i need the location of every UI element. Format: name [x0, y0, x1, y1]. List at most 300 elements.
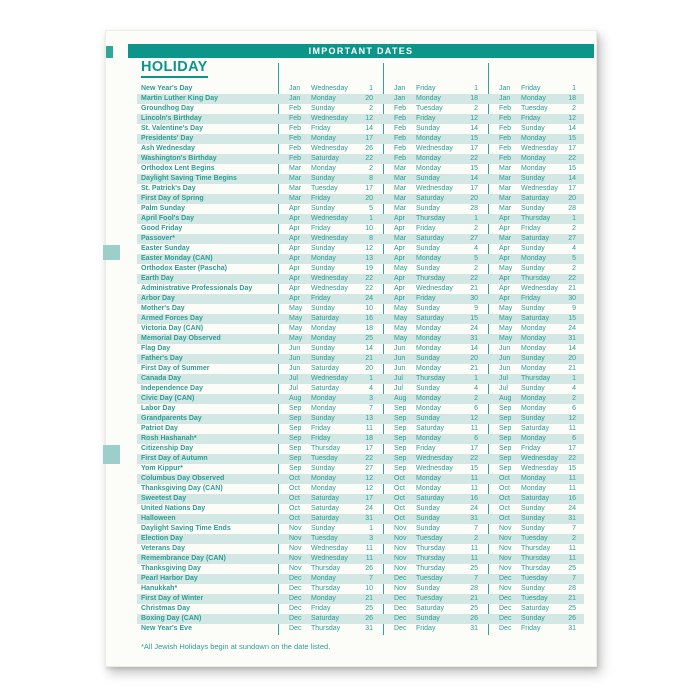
month-label: Sep [289, 425, 302, 432]
day-number: 16 [365, 315, 373, 322]
weekday-label: Thursday [521, 555, 551, 562]
date-cell-year1 [278, 374, 383, 384]
holiday-name: Groundhog Day [141, 105, 194, 112]
month-label: Apr [499, 225, 510, 232]
weekday-label: Friday [416, 295, 436, 302]
month-label: Jul [394, 385, 403, 392]
table-row [137, 204, 584, 214]
weekday-label: Monday [521, 155, 546, 162]
month-label: Dec [499, 575, 512, 582]
planner-page [105, 30, 597, 667]
month-label: Apr [289, 205, 300, 212]
date-cell-year3 [488, 624, 584, 634]
month-label: Dec [499, 605, 512, 612]
day-number: 25 [470, 565, 478, 572]
holiday-name: Flag Day [141, 345, 171, 352]
month-label: Mar [394, 195, 407, 202]
month-label: Mar [499, 195, 512, 202]
month-label: Mar [289, 165, 302, 172]
date-cell-year1 [278, 134, 383, 144]
day-number: 9 [572, 305, 576, 312]
date-cell-year2 [383, 114, 488, 124]
weekday-label: Thursday [521, 375, 551, 382]
day-number: 26 [568, 615, 576, 622]
weekday-label: Sunday [521, 385, 545, 392]
date-cell-year2 [383, 94, 488, 104]
date-cell-year3 [488, 544, 584, 554]
day-number: 11 [568, 545, 576, 552]
weekday-label: Friday [311, 295, 331, 302]
day-number: 17 [365, 135, 373, 142]
weekday-label: Monday [416, 165, 441, 172]
weekday-label: Wednesday [521, 145, 558, 152]
month-label: Jul [499, 375, 508, 382]
day-number: 2 [572, 225, 576, 232]
month-label: May [394, 335, 408, 342]
month-label: Mar [499, 205, 512, 212]
month-label: Jan [394, 95, 406, 102]
month-label: Feb [394, 125, 407, 132]
weekday-label: Thursday [311, 625, 341, 632]
holiday-name: Easter Sunday [141, 245, 190, 252]
day-number: 1 [474, 85, 478, 92]
table-row [137, 164, 584, 174]
holiday-name: Labor Day [141, 405, 176, 412]
day-number: 21 [470, 365, 478, 372]
weekday-label: Sunday [521, 585, 545, 592]
month-label: Sep [499, 425, 512, 432]
month-label: Feb [499, 115, 512, 122]
month-label: Sep [499, 415, 512, 422]
day-number: 17 [470, 145, 478, 152]
holiday-name: Columbus Day Observed [141, 475, 225, 482]
day-number: 20 [365, 365, 373, 372]
weekday-label: Wednesday [311, 235, 348, 242]
date-cell-year1 [278, 464, 383, 474]
weekday-label: Sunday [416, 585, 440, 592]
date-cell-year2 [383, 194, 488, 204]
day-number: 1 [369, 525, 373, 532]
month-label: Mar [499, 185, 512, 192]
date-cell-year3 [488, 594, 584, 604]
month-label: Feb [499, 135, 512, 142]
date-cell-year3 [488, 184, 584, 194]
day-number: 22 [568, 155, 576, 162]
month-label: Sep [289, 465, 302, 472]
date-cell-year2 [383, 84, 488, 94]
holiday-name: Sweetest Day [141, 495, 187, 502]
table-row [137, 94, 584, 104]
weekday-label: Friday [311, 425, 331, 432]
day-number: 21 [568, 285, 576, 292]
weekday-label: Friday [521, 295, 541, 302]
weekday-label: Sunday [416, 245, 440, 252]
day-number: 2 [474, 535, 478, 542]
weekday-label: Wednesday [311, 555, 348, 562]
day-number: 11 [365, 555, 373, 562]
month-label: Oct [499, 515, 510, 522]
table-row [137, 134, 584, 144]
weekday-label: Sunday [311, 465, 335, 472]
weekday-label: Tuesday [416, 595, 443, 602]
holiday-name: Citizenship Day [141, 445, 194, 452]
date-cell-year2 [383, 174, 488, 184]
day-number: 7 [474, 575, 478, 582]
weekday-label: Sunday [521, 175, 545, 182]
day-number: 13 [365, 255, 373, 262]
table-row [137, 534, 584, 544]
day-number: 27 [365, 465, 373, 472]
date-cell-year2 [383, 504, 488, 514]
weekday-label: Saturday [521, 495, 550, 502]
date-cell-year1 [278, 434, 383, 444]
table-row [137, 364, 584, 374]
date-cell-year2 [383, 104, 488, 114]
day-number: 21 [365, 355, 373, 362]
weekday-label: Thursday [521, 275, 551, 282]
weekday-label: Saturday [311, 495, 340, 502]
day-number: 15 [470, 315, 478, 322]
important-dates-banner [128, 44, 594, 58]
day-number: 24 [470, 505, 478, 512]
date-cell-year3 [488, 194, 584, 204]
day-number: 15 [470, 135, 478, 142]
day-number: 2 [474, 395, 478, 402]
date-cell-year2 [383, 124, 488, 134]
date-cell-year1 [278, 564, 383, 574]
date-cell-year2 [383, 584, 488, 594]
holiday-name: Good Friday [141, 225, 183, 232]
weekday-label: Monday [521, 325, 546, 332]
date-cell-year3 [488, 204, 584, 214]
holiday-name: Armed Forces Day [141, 315, 203, 322]
month-label: Oct [394, 475, 405, 482]
holiday-name: Veterans Day [141, 545, 185, 552]
month-label: Sep [289, 445, 302, 452]
month-label: Nov [394, 545, 407, 552]
day-number: 10 [365, 585, 373, 592]
table-row [137, 304, 584, 314]
table-row [137, 344, 584, 354]
table-row [137, 244, 584, 254]
date-cell-year3 [488, 434, 584, 444]
day-number: 25 [365, 335, 373, 342]
month-label: Dec [289, 605, 302, 612]
day-number: 15 [470, 165, 478, 172]
day-number: 2 [474, 225, 478, 232]
month-label: Apr [394, 215, 405, 222]
date-cell-year2 [383, 564, 488, 574]
month-label: Sep [394, 435, 407, 442]
holiday-name: Halloween [141, 515, 176, 522]
month-label: Feb [394, 145, 407, 152]
month-label: Apr [289, 275, 300, 282]
weekday-label: Tuesday [521, 575, 548, 582]
weekday-label: Sunday [416, 265, 440, 272]
weekday-label: Thursday [311, 445, 341, 452]
weekday-label: Sunday [416, 505, 440, 512]
footnote: *All Jewish Holidays begin at sundown on the date listed. [141, 642, 331, 651]
day-number: 11 [568, 425, 576, 432]
month-label: Sep [499, 455, 512, 462]
holiday-name: Orthodox Lent Begins [141, 165, 215, 172]
day-number: 16 [470, 495, 478, 502]
weekday-label: Monday [416, 335, 441, 342]
month-label: Oct [289, 515, 300, 522]
weekday-label: Monday [311, 135, 336, 142]
day-number: 7 [369, 575, 373, 582]
date-cell-year2 [383, 544, 488, 554]
date-cell-year1 [278, 614, 383, 624]
month-label: Sep [394, 415, 407, 422]
day-number: 6 [474, 435, 478, 442]
date-cell-year1 [278, 494, 383, 504]
holiday-name: Civic Day (CAN) [141, 395, 195, 402]
date-cell-year1 [278, 344, 383, 354]
date-cell-year3 [488, 284, 584, 294]
date-cell-year3 [488, 124, 584, 134]
day-number: 31 [568, 335, 576, 342]
weekday-label: Saturday [521, 425, 550, 432]
table-row [137, 604, 584, 614]
weekday-label: Saturday [416, 605, 445, 612]
weekday-label: Wednesday [311, 275, 348, 282]
weekday-label: Saturday [311, 315, 340, 322]
date-cell-year1 [278, 444, 383, 454]
date-cell-year3 [488, 114, 584, 124]
day-number: 28 [470, 585, 478, 592]
weekday-label: Friday [416, 115, 436, 122]
day-number: 2 [474, 265, 478, 272]
month-label: Mar [394, 165, 407, 172]
date-cell-year3 [488, 104, 584, 114]
weekday-label: Sunday [521, 245, 545, 252]
table-row [137, 294, 584, 304]
date-cell-year2 [383, 164, 488, 174]
month-label: Feb [289, 145, 302, 152]
weekday-label: Sunday [311, 205, 335, 212]
month-label: Nov [289, 545, 302, 552]
day-number: 21 [568, 365, 576, 372]
day-number: 22 [470, 275, 478, 282]
date-cell-year1 [278, 484, 383, 494]
weekday-label: Monday [521, 435, 546, 442]
month-label: Jul [394, 375, 403, 382]
month-label: Nov [289, 525, 302, 532]
month-label: Oct [499, 495, 510, 502]
table-row [137, 224, 584, 234]
day-number: 1 [572, 215, 576, 222]
month-label: Nov [499, 525, 512, 532]
weekday-label: Saturday [521, 195, 550, 202]
date-cell-year3 [488, 224, 584, 234]
date-cell-year2 [383, 344, 488, 354]
day-number: 1 [474, 375, 478, 382]
day-number: 8 [369, 175, 373, 182]
weekday-label: Saturday [311, 155, 340, 162]
month-label: Apr [499, 245, 510, 252]
date-cell-year3 [488, 344, 584, 354]
day-number: 15 [568, 315, 576, 322]
holiday-name: Presidents' Day [141, 135, 194, 142]
day-number: 7 [369, 405, 373, 412]
date-cell-year3 [488, 534, 584, 544]
month-label: Dec [499, 595, 512, 602]
day-number: 14 [568, 125, 576, 132]
weekday-label: Monday [416, 95, 441, 102]
month-label: Dec [289, 615, 302, 622]
date-cell-year2 [383, 594, 488, 604]
holiday-name: St. Patrick's Day [141, 185, 196, 192]
day-number: 30 [568, 295, 576, 302]
day-number: 25 [365, 605, 373, 612]
date-cell-year3 [488, 414, 584, 424]
weekday-label: Tuesday [311, 535, 338, 542]
date-cell-year2 [383, 314, 488, 324]
date-cell-year1 [278, 214, 383, 224]
month-label: Sep [499, 405, 512, 412]
weekday-label: Saturday [521, 315, 550, 322]
holiday-name: Thanksgiving Day (CAN) [141, 485, 223, 492]
day-number: 20 [568, 355, 576, 362]
table-row [137, 554, 584, 564]
table-row [137, 314, 584, 324]
weekday-label: Monday [311, 485, 336, 492]
day-number: 7 [572, 525, 576, 532]
month-label: Apr [394, 275, 405, 282]
weekday-label: Sunday [311, 175, 335, 182]
month-label: Feb [499, 155, 512, 162]
weekday-label: Friday [311, 225, 331, 232]
weekday-label: Wednesday [416, 465, 453, 472]
day-number: 3 [369, 395, 373, 402]
table-row [137, 324, 584, 334]
month-label: Jan [499, 85, 511, 92]
day-number: 10 [365, 305, 373, 312]
weekday-label: Saturday [416, 495, 445, 502]
date-cell-year1 [278, 224, 383, 234]
day-number: 31 [568, 515, 576, 522]
date-cell-year2 [383, 404, 488, 414]
month-label: Mar [499, 175, 512, 182]
weekday-label: Sunday [311, 355, 335, 362]
date-cell-year1 [278, 404, 383, 414]
month-label: May [499, 265, 513, 272]
day-number: 2 [474, 105, 478, 112]
date-cell-year3 [488, 524, 584, 534]
date-cell-year3 [488, 334, 584, 344]
holiday-name: Memorial Day Observed [141, 335, 221, 342]
day-number: 12 [365, 115, 373, 122]
month-label: Dec [394, 595, 407, 602]
day-number: 27 [470, 235, 478, 242]
weekday-label: Sunday [416, 515, 440, 522]
day-number: 14 [568, 345, 576, 352]
day-number: 11 [470, 545, 478, 552]
month-label: Apr [499, 215, 510, 222]
date-cell-year2 [383, 354, 488, 364]
weekday-label: Monday [521, 135, 546, 142]
date-cell-year3 [488, 394, 584, 404]
month-label: Apr [289, 225, 300, 232]
weekday-label: Monday [311, 475, 336, 482]
date-cell-year1 [278, 454, 383, 464]
month-label: Feb [394, 115, 407, 122]
date-cell-year2 [383, 524, 488, 534]
day-number: 17 [470, 185, 478, 192]
date-cell-year3 [488, 464, 584, 474]
day-number: 22 [568, 275, 576, 282]
date-cell-year2 [383, 144, 488, 154]
month-label: Sep [394, 405, 407, 412]
day-number: 12 [568, 115, 576, 122]
day-number: 22 [470, 455, 478, 462]
month-label: Apr [289, 265, 300, 272]
day-number: 12 [470, 115, 478, 122]
date-cell-year3 [488, 294, 584, 304]
month-label: Mar [394, 235, 407, 242]
date-cell-year2 [383, 274, 488, 284]
table-row [137, 384, 584, 394]
table-row [137, 414, 584, 424]
weekday-label: Sunday [416, 305, 440, 312]
weekday-label: Saturday [521, 605, 550, 612]
day-number: 22 [365, 155, 373, 162]
day-number: 26 [365, 565, 373, 572]
month-label: Mar [394, 185, 407, 192]
month-label: Nov [499, 585, 512, 592]
table-row [137, 494, 584, 504]
date-cell-year1 [278, 194, 383, 204]
date-cell-year2 [383, 604, 488, 614]
weekday-label: Monday [311, 595, 336, 602]
weekday-label: Sunday [311, 305, 335, 312]
date-cell-year2 [383, 224, 488, 234]
table-row [137, 104, 584, 114]
holiday-name: Daylight Saving Time Ends [141, 525, 231, 532]
table-row [137, 624, 584, 634]
date-cell-year3 [488, 214, 584, 224]
weekday-label: Monday [416, 345, 441, 352]
day-number: 28 [568, 585, 576, 592]
day-number: 31 [568, 625, 576, 632]
table-row [137, 444, 584, 454]
date-cell-year3 [488, 604, 584, 614]
date-cell-year2 [383, 204, 488, 214]
day-number: 16 [568, 495, 576, 502]
table-row [137, 524, 584, 534]
table-row [137, 594, 584, 604]
date-cell-year1 [278, 314, 383, 324]
month-label: Nov [499, 545, 512, 552]
weekday-label: Wednesday [311, 145, 348, 152]
weekday-label: Monday [416, 365, 441, 372]
date-cell-year3 [488, 84, 584, 94]
day-number: 14 [365, 345, 373, 352]
table-row [137, 464, 584, 474]
holiday-name: St. Valentine's Day [141, 125, 203, 132]
day-number: 31 [365, 625, 373, 632]
month-label: Sep [289, 415, 302, 422]
weekday-label: Sunday [416, 205, 440, 212]
month-label: Jul [289, 385, 298, 392]
month-label: Nov [394, 585, 407, 592]
month-label: Oct [394, 495, 405, 502]
date-cell-year1 [278, 554, 383, 564]
holiday-name: First Day of Winter [141, 595, 204, 602]
date-cell-year2 [383, 374, 488, 384]
month-label: May [289, 305, 303, 312]
